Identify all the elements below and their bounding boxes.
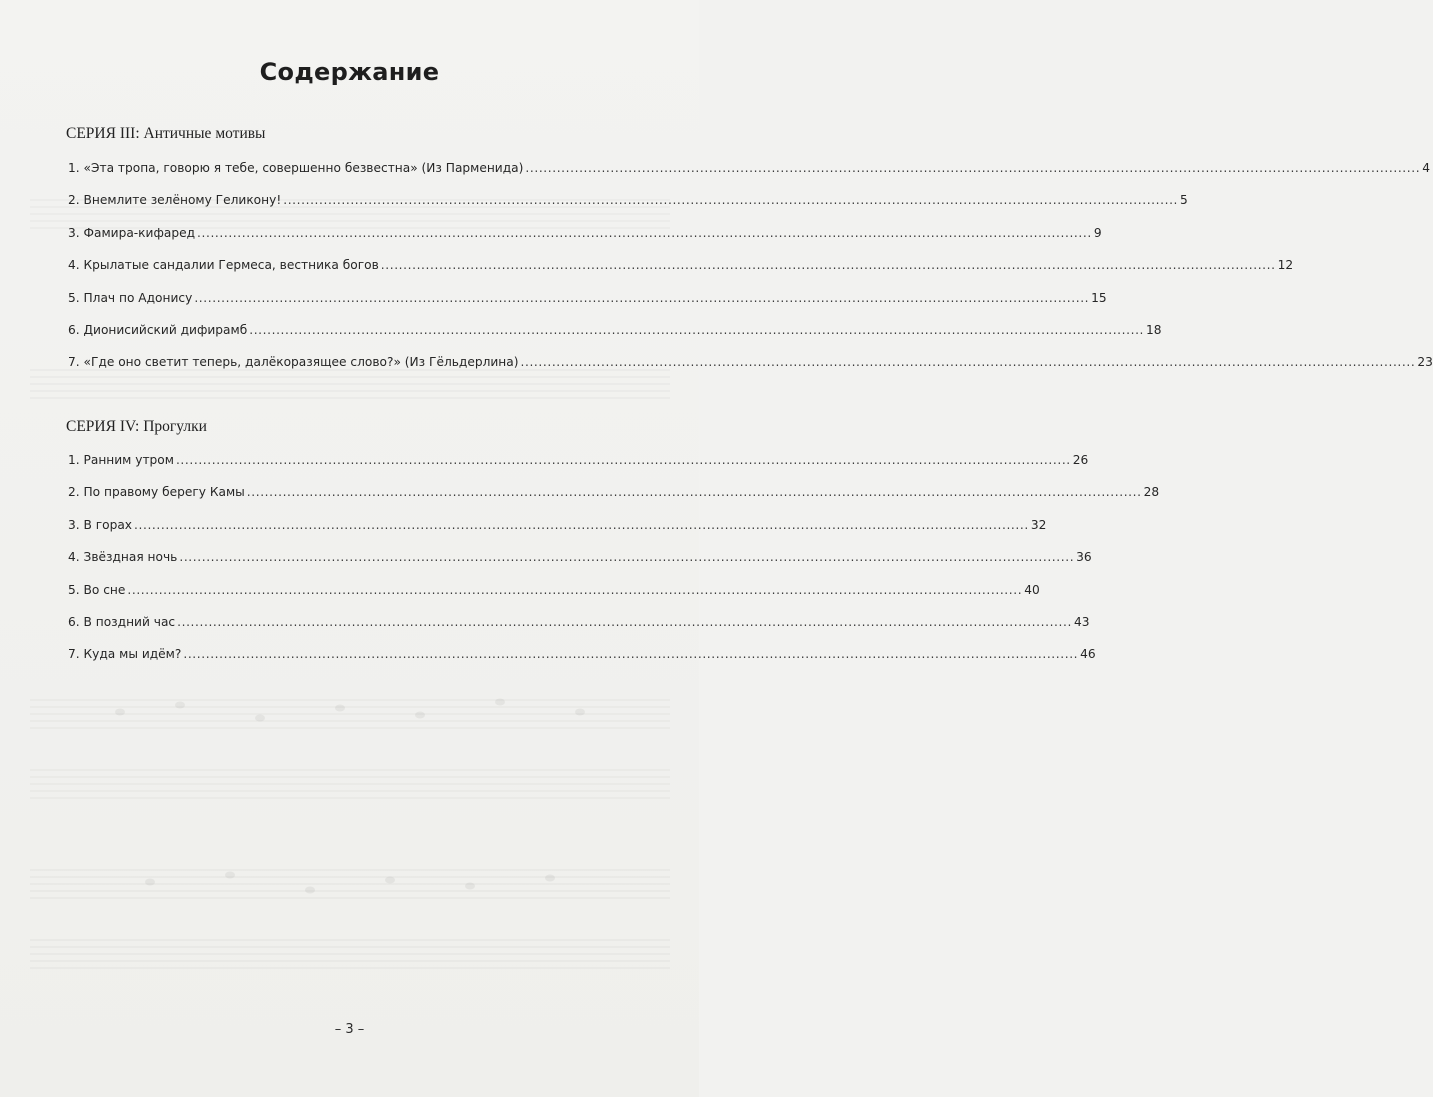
dot-leader: ........................................................................................................................................................................................................ <box>520 355 1416 370</box>
series-iii-list <box>68 161 1433 388</box>
series-iv-heading: СЕРИЯ IV: Прогулки <box>66 418 207 435</box>
dot-leader: ........................................................................................................................................................................................................ <box>183 647 1079 662</box>
toc-entry-title: 2. Внемлите зелёному Геликону! <box>68 193 282 208</box>
toc-entry[interactable] <box>68 225 1102 258</box>
toc-entry-title: 5. Плач по Адонису <box>68 290 193 305</box>
toc-entry-page: 46 <box>1080 647 1096 662</box>
toc-entry[interactable] <box>68 647 1096 679</box>
toc-entry-page: 43 <box>1073 614 1090 629</box>
series-iv-list <box>68 453 1160 680</box>
toc-entry-page: 26 <box>1072 453 1089 467</box>
toc-entry-title: 3. Фамира-кифаред <box>68 225 196 240</box>
toc-entry[interactable] <box>68 550 1092 582</box>
toc-entry-page: 32 <box>1030 517 1047 532</box>
toc-entry-title: 4. Крылатые сандалии Гермеса, вестника богов <box>68 258 379 273</box>
toc-entry[interactable] <box>68 355 1433 387</box>
toc-entry-page: 15 <box>1091 290 1107 305</box>
toc-entry[interactable] <box>68 614 1090 647</box>
dot-leader: ........................................................................................................................................................................................................ <box>175 453 1071 467</box>
page-title: Содержание <box>259 58 440 86</box>
toc-entry[interactable] <box>68 193 1188 225</box>
toc-entry[interactable] <box>68 453 1089 485</box>
toc-entry-title: 1. Ранним утром <box>68 453 174 467</box>
toc-entry-page: 18 <box>1146 322 1162 337</box>
toc-entry[interactable] <box>68 517 1047 550</box>
toc-entry-title: 3. В горах <box>68 517 133 532</box>
toc-entry-page: 9 <box>1093 225 1102 240</box>
dot-leader: ........................................................................................................................................................................................................ <box>179 550 1075 565</box>
dot-leader: ........................................................................................................................................................................................................ <box>380 258 1276 273</box>
toc-entry-page: 36 <box>1076 550 1092 565</box>
dot-leader: ........................................................................................................................................................................................................ <box>177 614 1072 629</box>
toc-entry-title: 6. В поздний час <box>68 614 176 629</box>
toc-entry[interactable] <box>68 582 1040 615</box>
toc-entry-title: 4. Звёздная ночь <box>68 550 178 565</box>
toc-entry-page: 23 <box>1417 355 1433 370</box>
toc-entry-page: 40 <box>1024 582 1040 597</box>
toc-entry-title: 5. Во сне <box>68 582 126 597</box>
dot-leader: ........................................................................................................................................................................................................ <box>283 193 1179 208</box>
dot-leader: ........................................................................................................................................................................................................ <box>525 161 1421 175</box>
toc-entry[interactable] <box>68 322 1162 355</box>
page-number: – 3 – <box>334 1022 365 1037</box>
toc-entry-title: 2. По правому берегу Камы <box>68 485 245 500</box>
toc-entry[interactable] <box>68 161 1430 193</box>
dot-leader: ........................................................................................................................................................................................................ <box>134 517 1029 532</box>
toc-entry-title: 6. Дионисийский дифирамб <box>68 322 248 337</box>
toc-entry-page: 4 <box>1422 161 1430 175</box>
toc-entry[interactable] <box>68 485 1160 517</box>
dot-leader: ........................................................................................................................................................................................................ <box>127 582 1023 597</box>
dot-leader: ........................................................................................................................................................................................................ <box>194 290 1090 305</box>
toc-entry-page: 12 <box>1277 258 1294 273</box>
toc-entry-page: 28 <box>1143 485 1160 500</box>
toc-entry-title: 1. «Эта тропа, говорю я тебе, совершенно безвестна» (Из Парменида) <box>68 161 524 175</box>
toc-entry[interactable] <box>68 290 1107 323</box>
toc-entry-title: 7. «Где оно светит теперь, далёкоразящее слово?» (Из Гёльдерлина) <box>68 355 519 370</box>
toc-entry-title: 7. Куда мы идём? <box>68 647 182 662</box>
dot-leader: ........................................................................................................................................................................................................ <box>249 322 1145 337</box>
toc-entry[interactable] <box>68 258 1294 290</box>
series-iii-heading: СЕРИЯ III: Античные мотивы <box>66 125 266 142</box>
toc-entry-page: 5 <box>1180 193 1188 208</box>
dot-leader: ........................................................................................................................................................................................................ <box>246 485 1142 500</box>
dot-leader: ........................................................................................................................................................................................................ <box>197 225 1092 240</box>
